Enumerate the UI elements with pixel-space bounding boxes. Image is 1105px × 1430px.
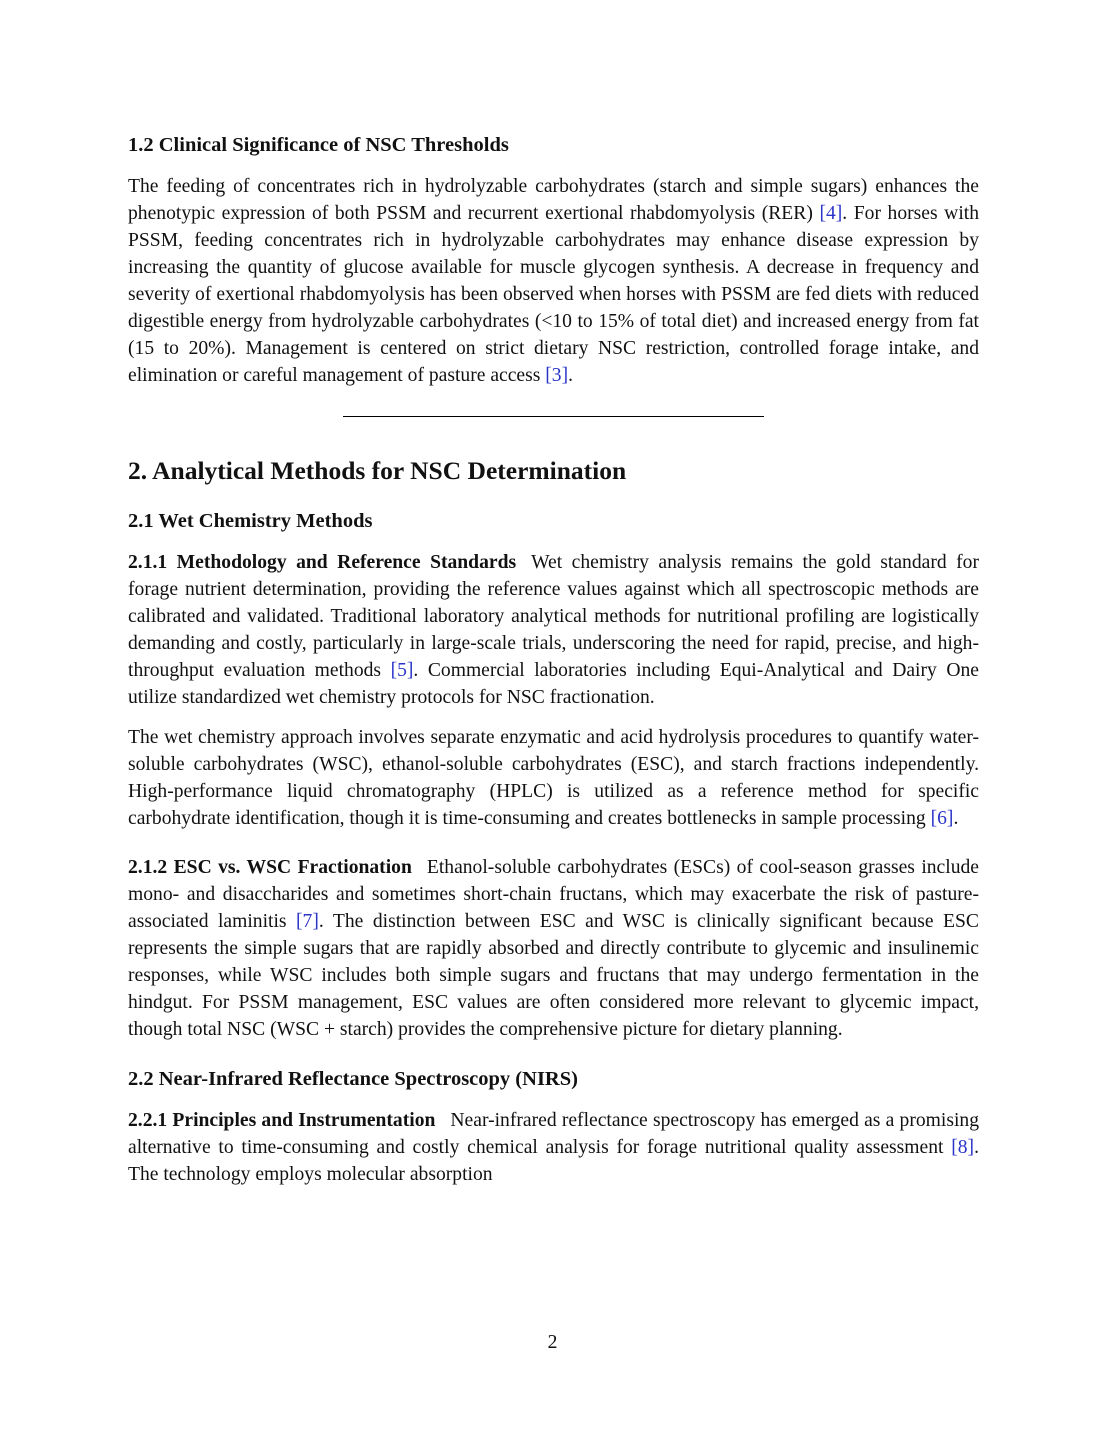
subsection-heading-2-1: 2.1 Wet Chemistry Methods: [128, 510, 373, 532]
paragraph-text: The wet chemistry approach involves separate enzymatic and acid hydrolysis procedures to quantify water-soluble carbohydrates (WSC), ethanol-soluble carbohydrates (ESC), and starch fractions independently. High-performance liquid chromatography (HPLC) is utilized as a reference method for specific carbohydrate identification, though it is time-consuming and creates bottlenecks in sample processing: [128, 727, 979, 829]
paragraph-methodology-reference-standards: [128, 549, 979, 711]
citation-link-3[interactable]: [3]: [545, 365, 569, 386]
paragraph-text: The feeding of concentrates rich in hydrolyzable carbohydrates (starch and simple sugars) enhances the phenotypic expression of both PSSM and recurrent exertional rhabdomyolysis (RER): [128, 176, 979, 224]
paragraph-text: . Commercial laboratories including Equi-Analytical and Dairy One utilize standardized wet chemistry protocols for NSC fractionation.: [128, 660, 979, 708]
paragraph-nsc-thresholds: [128, 173, 979, 389]
paragraph-wet-chemistry-approach: [128, 724, 979, 832]
paragraph-text: Wet chemistry analysis remains the gold standard for forage nutrient determination, providing the reference values against which all spectroscopic methods are calibrated and validated. Traditional laboratory analytical methods for nutritional profiling are logistically demanding and costly, particularly in large-scale trials, underscoring the need for rapid, precise, and high-throughput evaluation methods: [128, 552, 979, 681]
citation-link-5[interactable]: [5]: [390, 660, 414, 681]
runin-heading-2-2-1: 2.2.1 Principles and Instrumentation: [128, 1110, 436, 1131]
citation-link-7[interactable]: [7]: [296, 911, 319, 932]
paragraph-text: . For horses with PSSM, feeding concentrates rich in hydrolyzable carbohydrates may enhance disease expression by increasing the quantity of glucose available for muscle glycogen synthesis. A decrease in frequency and severity of exertional rhabdomyolysis has been observed when horses with PSSM are fed diets with reduced digestible energy from hydrolyzable carbohydrates (<10 to 15% of total diet) and increased energy from fat (15 to 20%). Management is centered on strict dietary NSC restriction, controlled forage intake, and elimination or careful management of pasture access: [128, 203, 980, 386]
section-heading-2: 2. Analytical Methods for NSC Determination: [128, 456, 627, 485]
paragraph-text: Ethanol-soluble carbohydrates (ESCs) of cool-season grasses include mono- and disaccharides and sometimes short-chain fructans, which may exacerbate the risk of pasture-associated laminitis: [128, 857, 979, 932]
subsection-heading-2-2: 2.2 Near-Infrared Reflectance Spectroscopy (NIRS): [128, 1068, 578, 1090]
paragraph-text: .: [953, 808, 959, 829]
citation-link-8[interactable]: [8]: [951, 1137, 975, 1158]
paragraph-principles-instrumentation: [128, 1107, 979, 1188]
paragraph-text: . The technology employs molecular absorption: [128, 1137, 979, 1185]
page-number: 2: [547, 1332, 558, 1353]
page-text-block: [128, 132, 979, 1201]
runin-heading-2-1-1: 2.1.1 Methodology and Reference Standards: [128, 552, 517, 573]
paragraph-text: .: [568, 365, 574, 386]
paragraph-text: . The distinction between ESC and WSC is clinically significant because ESC represents the simple sugars that are rapidly absorbed and directly contribute to glycemic and insulinemic responses, while WSC includes both simple sugars and fructans that may undergo fermentation in the hindgut. For PSSM management, ESC values are often considered more relevant to glycemic impact, though total NSC (WSC + starch) provides the comprehensive picture for dietary planning.: [128, 911, 979, 1040]
subsection-heading-1-2: 1.2 Clinical Significance of NSC Thresholds: [128, 134, 509, 156]
paragraph-esc-vs-wsc: [128, 854, 979, 1043]
section-divider-rule: [343, 416, 764, 417]
citation-link-4[interactable]: [4]: [819, 203, 843, 224]
citation-link-6[interactable]: [6]: [930, 808, 954, 829]
paragraph-text: Near-infrared reflectance spectroscopy has emerged as a promising alternative to time-consuming and costly chemical analysis for forage nutritional quality assessment: [128, 1110, 980, 1158]
runin-heading-2-1-2: 2.1.2 ESC vs. WSC Fractionation: [128, 857, 412, 878]
